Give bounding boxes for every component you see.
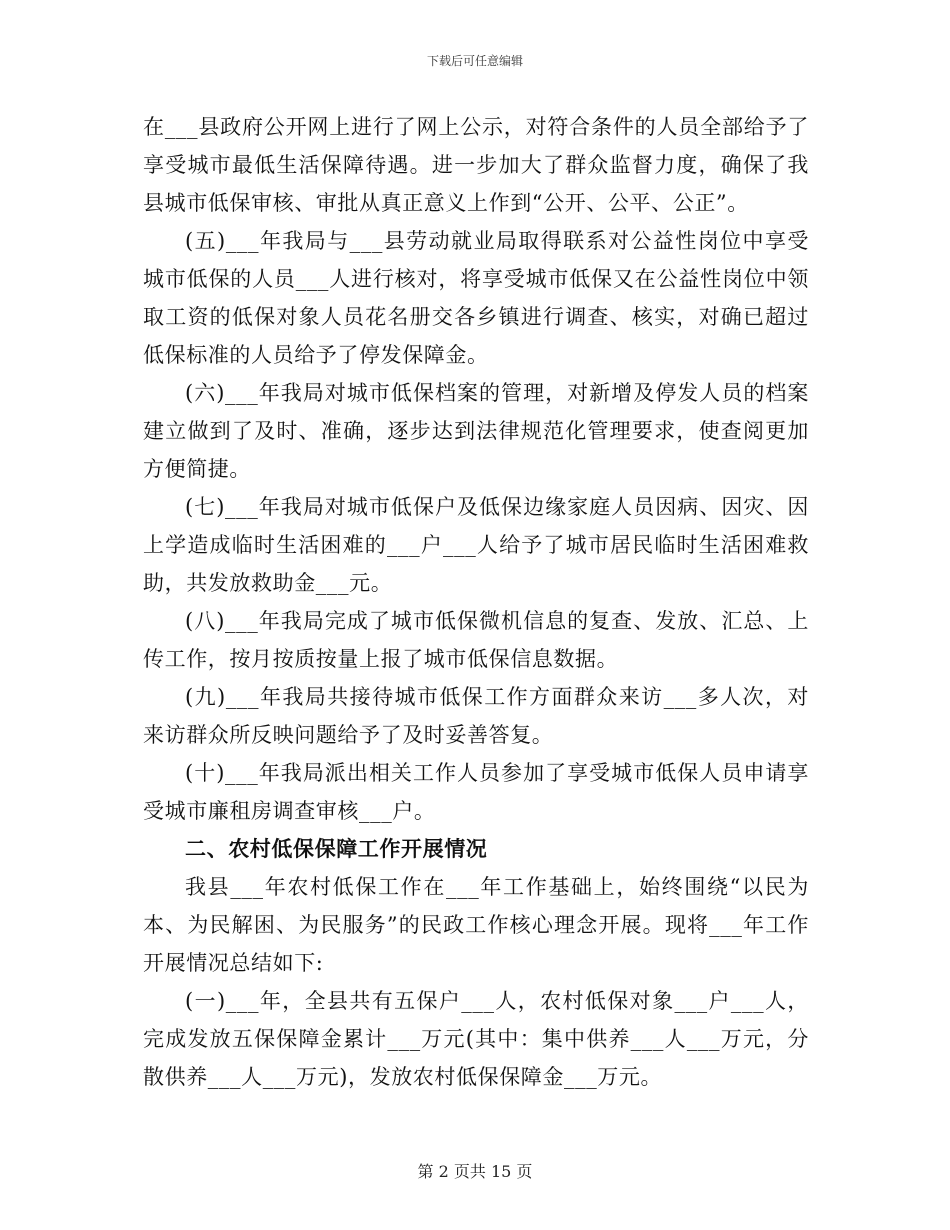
paragraph-item-7: (七)___年我局对城市低保户及低保边缘家庭人员因病、因灾、因上学造成临时生活困难的___户___人给予了城市居民临时生活困难救助，共发放救助金___元。	[143, 495, 809, 595]
paragraph-item-8: (八)___年我局完成了城市低保微机信息的复查、发放、汇总、上传工作，按月按质按量上报了城市低保信息数据。	[143, 609, 809, 671]
paragraph-publicity: 在___县政府公开网上进行了网上公示，对符合条件的人员全部给予了享受城市最低生活保障待遇。进一步加大了群众监督力度，确保了我县城市低保审核、审批从真正意义上作到“公开、公平、公正”。	[143, 115, 809, 215]
paragraph-item-10: (十)___年我局派出相关工作人员参加了享受城市低保人员申请享受城市廉租房调查审核___户。	[143, 761, 809, 823]
paragraph-item-6: (六)___年我局对城市低保档案的管理，对新增及停发人员的档案建立做到了及时、准确，逐步达到法律规范化管理要求，使查阅更加方便简捷。	[143, 381, 809, 481]
paragraph-rural-item-1: (一)___年，全县共有五保户___人，农村低保对象___户___人，完成发放五保保障金累计___万元(其中：集中供养___人___万元，分散供养___人___万元)，发放农村低保保障金___万元。	[143, 989, 809, 1089]
document-body	[143, 108, 809, 1096]
page-number: 第 2 页共 15 页	[417, 1162, 533, 1181]
paragraph-item-5: (五)___年我局与___县劳动就业局取得联系对公益性岗位中享受城市低保的人员___人进行核对，将享受城市低保又在公益性岗位中领取工资的低保对象人员花名册交各乡镇进行调查、核实，对确已超过低保标准的人员给予了停发保障金。	[143, 229, 809, 367]
section-heading-rural: 二、农村低保保障工作开展情况	[185, 836, 488, 861]
paragraph-rural-intro: 我县___年农村低保工作在___年工作基础上，始终围绕“以民为本、为民解困、为民服务”的民政工作核心理念开展。现将___年工作开展情况总结如下:	[143, 875, 809, 975]
header-note: 下载后可任意编辑	[426, 54, 523, 68]
paragraph-item-9: (九)___年我局共接待城市低保工作方面群众来访___多人次，对来访群众所反映问题给予了及时妥善答复。	[143, 685, 809, 747]
